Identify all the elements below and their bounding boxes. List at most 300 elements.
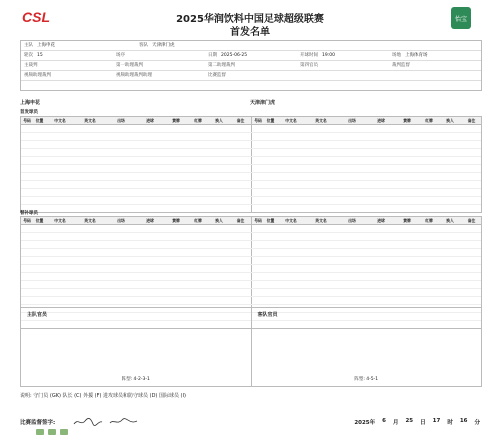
table-cell [305, 173, 337, 180]
table-cell [395, 257, 419, 264]
match-info-table [20, 40, 482, 91]
away-player-row [251, 125, 482, 132]
table-cell [74, 181, 106, 188]
column-header: 英文名 [315, 118, 327, 123]
meta-row [21, 41, 481, 51]
table-cell [252, 125, 264, 132]
table-cell [21, 265, 33, 272]
table-cell [164, 233, 188, 240]
meta-cell [113, 71, 205, 80]
table-cell [46, 297, 74, 304]
table-cell [252, 273, 264, 280]
table-cell [208, 265, 230, 272]
table-cell [21, 257, 33, 264]
table-row [21, 297, 481, 305]
table-cell [164, 133, 188, 140]
table-cell [74, 265, 106, 272]
table-cell [367, 265, 395, 272]
table-cell [74, 149, 106, 156]
table-cell [419, 297, 439, 304]
table-cell [367, 273, 395, 280]
table-cell [305, 141, 337, 148]
table-cell [106, 289, 136, 296]
table-cell [136, 273, 164, 280]
meta-cell [297, 61, 389, 70]
teams-header [20, 98, 480, 108]
table-cell [305, 165, 337, 172]
table-cell [305, 189, 337, 196]
table-cell [21, 241, 33, 248]
table-cell [136, 157, 164, 164]
table-cell [106, 141, 136, 148]
table-cell [164, 189, 188, 196]
table-cell [277, 257, 305, 264]
table-cell [461, 289, 482, 296]
date-minute-unit: 分 [474, 420, 480, 426]
table-cell [46, 273, 74, 280]
table-cell [74, 125, 106, 132]
table-cell [46, 141, 74, 148]
table-cell [74, 189, 106, 196]
table-cell [136, 125, 164, 132]
table-cell [74, 197, 106, 204]
table-cell [252, 225, 264, 232]
home-header-half [21, 217, 251, 224]
table-cell [106, 225, 136, 232]
away-officials-title: 客队官员 [257, 312, 278, 318]
table-cell [208, 233, 230, 240]
table-cell [21, 225, 33, 232]
table-cell [188, 173, 208, 180]
home-player-row [21, 297, 251, 304]
table-cell [136, 149, 164, 156]
table-cell [136, 249, 164, 256]
meta-value: 15 [37, 53, 43, 58]
table-cell [208, 125, 230, 132]
table-cell [33, 149, 46, 156]
table-row [21, 281, 481, 289]
table-cell [46, 149, 74, 156]
home-player-row [21, 141, 251, 148]
table-cell [367, 233, 395, 240]
table-cell [208, 133, 230, 140]
table-cell [264, 281, 277, 288]
table-cell [230, 197, 251, 204]
home-player-row [21, 125, 251, 132]
table-cell [305, 289, 337, 296]
table-cell [367, 249, 395, 256]
table-cell [337, 149, 367, 156]
table-cell [136, 265, 164, 272]
meta-cell [389, 51, 481, 60]
table-cell [419, 133, 439, 140]
table-cell [461, 149, 482, 156]
table-cell [419, 149, 439, 156]
table-cell [461, 197, 482, 204]
table-cell [439, 149, 461, 156]
table-cell [252, 257, 264, 264]
away-header-half [251, 117, 482, 124]
meta-value: 天津津门虎 [152, 43, 175, 48]
table-cell [461, 133, 482, 140]
meta-row [21, 81, 481, 90]
meta-key: 日期 [208, 53, 217, 58]
table-cell [439, 225, 461, 232]
column-header: 出场 [348, 218, 356, 223]
meta-key: 视频助理裁判 [24, 73, 51, 78]
date-day-unit: 日 [420, 420, 426, 426]
table-cell [264, 225, 277, 232]
table-cell [46, 265, 74, 272]
date-year: 2025年 [354, 420, 376, 426]
table-cell [439, 257, 461, 264]
table-row [21, 133, 481, 141]
table-cell [367, 241, 395, 248]
table-cell [337, 181, 367, 188]
date-minute: 16 [459, 418, 468, 424]
starters-label: 首发球员 [20, 110, 38, 115]
table-cell [395, 265, 419, 272]
table-row [21, 157, 481, 165]
table-cell [395, 133, 419, 140]
table-cell [46, 233, 74, 240]
table-cell [277, 181, 305, 188]
table-cell [461, 233, 482, 240]
away-player-row [251, 225, 482, 232]
table-cell [46, 257, 74, 264]
table-cell [337, 265, 367, 272]
meta-cell [389, 71, 481, 80]
table-cell [419, 241, 439, 248]
stamp-mark [48, 429, 56, 435]
table-cell [188, 233, 208, 240]
table-cell [74, 289, 106, 296]
column-header: 进球 [146, 118, 154, 123]
meta-key: 第一助理裁判 [116, 63, 143, 68]
away-player-row [251, 241, 482, 248]
table-cell [395, 173, 419, 180]
table-cell [395, 189, 419, 196]
table-cell [264, 173, 277, 180]
table-cell [46, 225, 74, 232]
table-cell [367, 149, 395, 156]
column-header: 换人 [215, 118, 223, 123]
table-cell [395, 181, 419, 188]
table-cell [337, 197, 367, 204]
table-cell [136, 165, 164, 172]
table-cell [230, 257, 251, 264]
column-header: 换人 [446, 118, 454, 123]
table-cell [33, 197, 46, 204]
table-cell [305, 205, 337, 212]
column-header: 换人 [215, 218, 223, 223]
table-cell [74, 173, 106, 180]
meta-key: 客队 [139, 43, 148, 48]
meta-cell [366, 41, 481, 50]
table-cell [461, 273, 482, 280]
meta-cell [205, 71, 297, 80]
away-team-name: 天津津门虎 [250, 100, 276, 106]
column-header: 红牌 [425, 218, 433, 223]
table-cell [230, 165, 251, 172]
table-row [21, 289, 481, 297]
table-cell [305, 281, 337, 288]
column-header: 红牌 [425, 118, 433, 123]
home-player-row [21, 197, 251, 204]
table-cell [419, 141, 439, 148]
column-header: 英文名 [84, 218, 96, 223]
table-cell [136, 257, 164, 264]
table-cell [277, 225, 305, 232]
table-cell [230, 133, 251, 140]
home-player-row [21, 241, 251, 248]
meta-cell [21, 81, 113, 90]
away-player-row [251, 157, 482, 164]
table-cell [188, 125, 208, 132]
table-cell [439, 125, 461, 132]
table-cell [208, 141, 230, 148]
column-header: 备注 [467, 218, 476, 223]
column-header: 换人 [446, 218, 454, 223]
table-cell [419, 197, 439, 204]
column-header: 位置 [266, 218, 275, 223]
table-cell [136, 241, 164, 248]
table-cell [74, 281, 106, 288]
home-player-row [21, 173, 251, 180]
meta-cell [297, 71, 389, 80]
home-player-row [21, 233, 251, 240]
meta-row [21, 61, 481, 71]
table-cell [264, 149, 277, 156]
table-cell [188, 157, 208, 164]
table-cell [367, 197, 395, 204]
column-header: 出场 [117, 118, 125, 123]
table-cell [439, 273, 461, 280]
table-cell [164, 173, 188, 180]
table-cell [252, 233, 264, 240]
table-cell [164, 241, 188, 248]
table-cell [264, 197, 277, 204]
column-header: 进球 [377, 218, 385, 223]
table-cell [46, 197, 74, 204]
table-cell [395, 197, 419, 204]
table-cell [188, 249, 208, 256]
table-cell [305, 197, 337, 204]
table-cell [136, 289, 164, 296]
legend-note: 说明: 守门员 (GK) 队长 (C) 外援 (F) 进攻球员和防守球员 (D) 国际球员 (I) [20, 393, 186, 399]
table-cell [337, 241, 367, 248]
table-cell [439, 189, 461, 196]
meta-cell [21, 51, 113, 60]
table-cell [208, 165, 230, 172]
table-cell [439, 181, 461, 188]
table-cell [337, 173, 367, 180]
table-cell [106, 265, 136, 272]
table-cell [337, 273, 367, 280]
table-cell [21, 165, 33, 172]
column-header: 备注 [236, 118, 245, 123]
column-header: 备注 [236, 218, 245, 223]
table-cell [439, 141, 461, 148]
table-cell [252, 241, 264, 248]
table-cell [439, 157, 461, 164]
column-header: 出场 [348, 118, 356, 123]
table-cell [208, 157, 230, 164]
table-cell [461, 189, 482, 196]
table-cell [74, 241, 106, 248]
table-row [21, 241, 481, 249]
table-cell [277, 157, 305, 164]
table-cell [106, 297, 136, 304]
table-cell [188, 225, 208, 232]
table-cell [208, 297, 230, 304]
table-cell [46, 289, 74, 296]
table-cell [230, 289, 251, 296]
table-cell [419, 289, 439, 296]
column-header: 中文名 [285, 218, 297, 223]
table-cell [264, 205, 277, 212]
table-row [21, 265, 481, 273]
table-cell [46, 205, 74, 212]
table-cell [277, 149, 305, 156]
page-title: 2025华润饮料中国足球超级联赛 [176, 14, 324, 25]
table-cell [21, 125, 33, 132]
table-cell [419, 249, 439, 256]
table-cell [305, 181, 337, 188]
table-row [21, 165, 481, 173]
table-cell [305, 233, 337, 240]
table-cell [461, 141, 482, 148]
table-cell [419, 265, 439, 272]
meta-key: 主队 [24, 43, 33, 48]
column-header: 位置 [266, 118, 275, 123]
home-player-row [21, 181, 251, 188]
column-header: 备注 [467, 118, 476, 123]
table-cell [461, 181, 482, 188]
table-cell [136, 297, 164, 304]
table-cell [230, 225, 251, 232]
table-cell [21, 273, 33, 280]
table-cell [208, 249, 230, 256]
table-cell [439, 205, 461, 212]
table-cell [188, 241, 208, 248]
table-cell [208, 257, 230, 264]
team-officials [20, 307, 482, 387]
away-player-row [251, 265, 482, 272]
table-cell [252, 149, 264, 156]
table-cell [33, 181, 46, 188]
table-cell [419, 233, 439, 240]
table-cell [230, 205, 251, 212]
table-cell [252, 205, 264, 212]
table-cell [74, 133, 106, 140]
table-cell [419, 181, 439, 188]
table-cell [367, 133, 395, 140]
table-cell [33, 241, 46, 248]
table-cell [21, 249, 33, 256]
table-cell [230, 233, 251, 240]
table-cell [252, 297, 264, 304]
table-cell [188, 289, 208, 296]
meta-cell [205, 61, 297, 70]
table-cell [395, 297, 419, 304]
table-cell [277, 273, 305, 280]
signature-label: 比赛监督签字: [20, 420, 56, 426]
sponsor-logo-text: 怡宝 [454, 16, 468, 23]
table-cell [439, 241, 461, 248]
table-cell [367, 125, 395, 132]
table-cell [106, 273, 136, 280]
meta-cell [21, 61, 113, 70]
table-cell [21, 141, 33, 148]
table-cell [230, 189, 251, 196]
table-cell [106, 173, 136, 180]
table-cell [264, 241, 277, 248]
home-player-row [21, 249, 251, 256]
table-row [21, 197, 481, 205]
table-row [21, 189, 481, 197]
column-header: 出场 [117, 218, 125, 223]
table-cell [264, 141, 277, 148]
meta-key: 场地 [392, 53, 401, 58]
table-row [21, 149, 481, 157]
table-cell [208, 289, 230, 296]
home-player-row [21, 165, 251, 172]
table-cell [264, 157, 277, 164]
away-player-row [251, 165, 482, 172]
table-row [21, 181, 481, 189]
table-cell [337, 225, 367, 232]
table-cell [461, 297, 482, 304]
table-cell [252, 197, 264, 204]
table-cell [439, 173, 461, 180]
table-cell [33, 133, 46, 140]
away-player-row [251, 205, 482, 212]
table-cell [461, 165, 482, 172]
table-cell [106, 241, 136, 248]
table-cell [188, 149, 208, 156]
away-player-row [251, 257, 482, 264]
table-cell [106, 281, 136, 288]
table-cell [439, 265, 461, 272]
table-cell [277, 265, 305, 272]
meta-row [21, 71, 481, 81]
table-cell [21, 181, 33, 188]
table-cell [164, 273, 188, 280]
home-player-row [21, 205, 251, 212]
meta-value: 上海申花 [37, 43, 55, 48]
table-cell [33, 281, 46, 288]
table-cell [74, 257, 106, 264]
table-header [21, 217, 481, 225]
table-cell [419, 225, 439, 232]
table-cell [46, 133, 74, 140]
home-player-row [21, 289, 251, 296]
table-cell [106, 133, 136, 140]
table-cell [164, 165, 188, 172]
table-row [21, 141, 481, 149]
meta-value: 2025-06-25 [221, 53, 248, 58]
table-cell [367, 289, 395, 296]
table-cell [188, 197, 208, 204]
table-cell [46, 157, 74, 164]
column-header: 黄牌 [172, 118, 180, 123]
table-cell [277, 141, 305, 148]
meta-key: 开球时间 [300, 53, 318, 58]
home-player-row [21, 225, 251, 232]
table-cell [367, 297, 395, 304]
column-header: 号码 [23, 218, 31, 223]
